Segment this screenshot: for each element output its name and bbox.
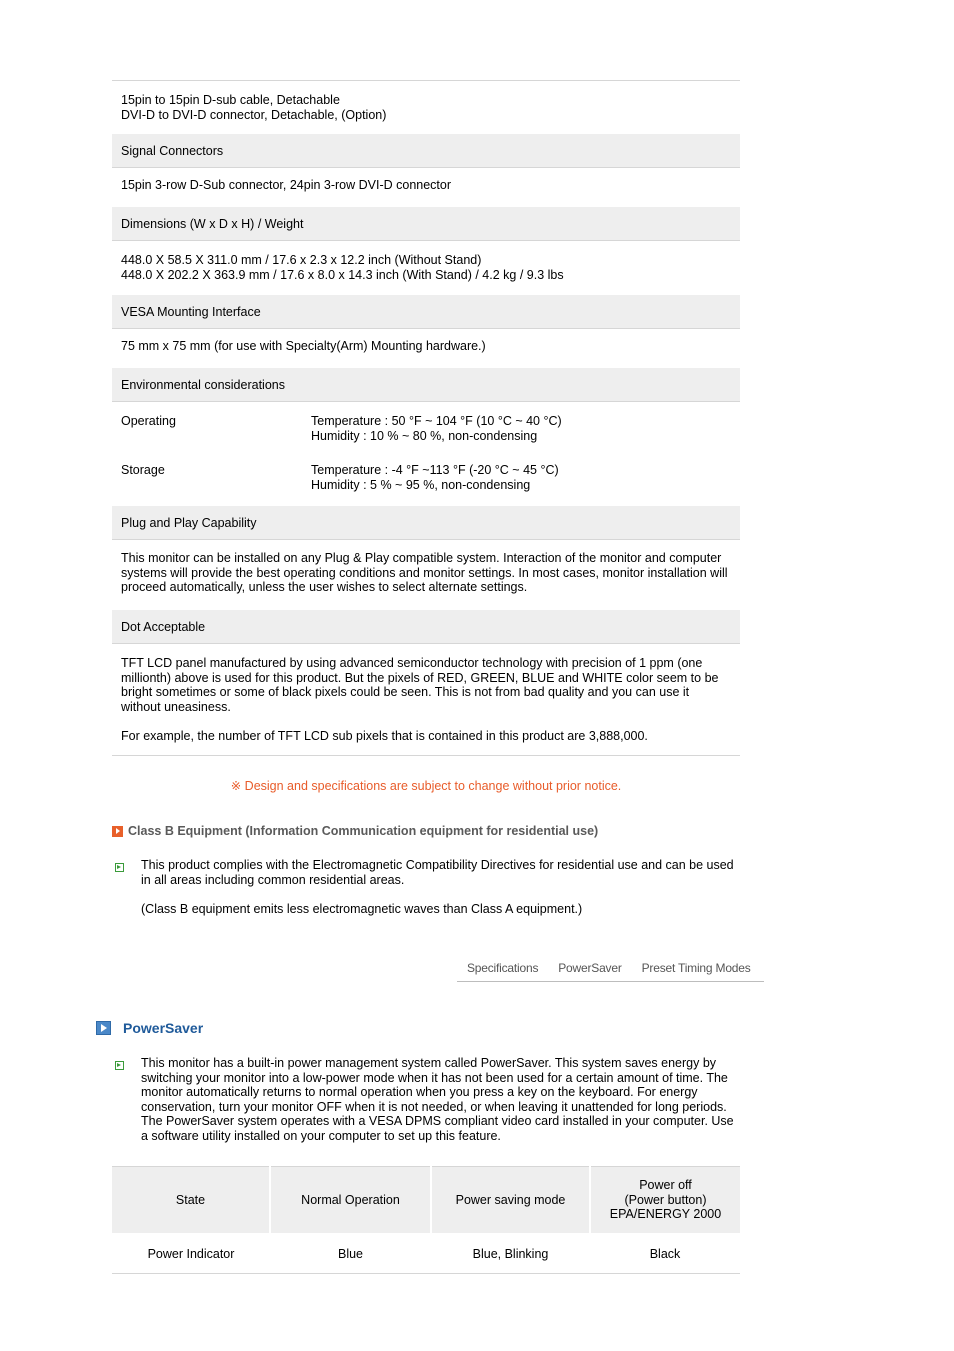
class-b-text [115, 858, 740, 916]
signal-connectors-value: 15pin 3-row D-Sub connector, 24pin 3-row DVI-D connector [121, 178, 452, 192]
operating-humidity: Humidity : 10 % ~ 80 %, non-condensing [311, 428, 538, 443]
vesa-header [112, 292, 740, 329]
class-b-heading [112, 824, 598, 838]
header-power-off [590, 1167, 740, 1235]
operating-row [121, 414, 731, 443]
table-row [112, 1234, 740, 1274]
pnp-header [112, 503, 740, 540]
signal-connectors-row [112, 168, 740, 204]
dot-paragraph-1: TFT LCD panel manufactured by using advanced semiconductor technology with precision of 1 ppm (one millionth) above is used for this product. But the pixels of RED, GREEN, BLUE and WHITE color seem to be bright sometimes or some of black pixels could be seen. This is not from bad quality and you can use it without uneasiness. [121, 656, 719, 714]
dot-label: Dot Acceptable [121, 620, 206, 634]
specifications-table [112, 80, 740, 756]
bullet-icon [115, 863, 124, 872]
dimensions-row [112, 241, 740, 292]
tab-preset-timing-modes[interactable]: Preset Timing Modes [641, 961, 751, 975]
change-notice: ※ Design and specifications are subject to change without prior notice. [230, 779, 622, 793]
powersaver-paragraph: This monitor has a built-in power management system called PowerSaver. This system saves energy by switching your monitor into a low-power mode when it has not been used for a certain amount of time. The monitor automatically returns to normal operation when you press a key on the keyboard. For energy conservation, turn your monitor OFF when it is not needed, or when leaving it unattended for long periods. The PowerSaver system operates with a VESA DPMS compliant video card installed in your computer. Use a software utility installed on your computer to set up this feature. [141, 1056, 734, 1143]
vesa-value: 75 mm x 75 mm (for use with Specialty(Arm) Mounting hardware.) [121, 339, 486, 353]
pnp-label: Plug and Play Capability [121, 516, 257, 530]
header-power-off-line-2: (Power button) [624, 1192, 707, 1207]
dimensions-header [112, 204, 740, 241]
cable-row [112, 80, 740, 131]
operating-temperature: Temperature : 50 °F ~ 104 °F (10 °C ~ 40 °C) [311, 414, 562, 428]
signal-connectors-label: Signal Connectors [121, 144, 224, 158]
cable-line-1: 15pin to 15pin D-sub cable, Detachable [121, 93, 340, 107]
dimensions-line-2: 448.0 X 202.2 X 363.9 mm / 17.6 x 8.0 x 14.3 inch (With Stand) / 4.2 kg / 9.3 lbs [121, 267, 564, 282]
header-state: State [112, 1167, 270, 1235]
header-normal-operation: Normal Operation [270, 1167, 431, 1235]
dot-paragraph-2: For example, the number of TFT LCD sub pixels that is contained in this product are 3,888,000. [121, 728, 648, 743]
vesa-row [112, 329, 740, 365]
pnp-value: This monitor can be installed on any Plug & Play compatible system. Interaction of the monitor and computer systems will provide the best operating conditions and monitor settings. In most cases, monitor installation will proceed automatically, unless the user wishes to select alternate settings. [121, 551, 728, 595]
dot-header [112, 607, 740, 644]
header-power-off-line-1: Power off [639, 1178, 692, 1193]
class-b-paragraph-1: This product complies with the Electromagnetic Compatibility Directives for residential use and can be used in all areas including common residential areas. [141, 858, 734, 887]
cell-blue-blinking: Blue, Blinking [431, 1234, 590, 1274]
vesa-label: VESA Mounting Interface [121, 305, 261, 319]
tab-powersaver[interactable]: PowerSaver [558, 961, 622, 975]
storage-humidity: Humidity : 5 % ~ 95 %, non-condensing [311, 477, 531, 492]
bullet-icon [115, 1061, 124, 1070]
cell-blue: Blue [270, 1234, 431, 1274]
header-power-saving-mode: Power saving mode [431, 1167, 590, 1235]
dimensions-label: Dimensions (W x D x H) / Weight [121, 217, 304, 231]
powersaver-table [112, 1166, 740, 1274]
signal-connectors-header [112, 131, 740, 168]
tab-specifications[interactable]: Specifications [467, 961, 539, 975]
environmental-label: Environmental considerations [121, 378, 285, 392]
class-b-heading-text: Class B Equipment (Information Communication equipment for residential use) [128, 824, 599, 838]
play-icon [96, 1021, 111, 1035]
storage-label: Storage [121, 463, 165, 478]
class-b-paragraph-2: (Class B equipment emits less electromagnetic waves than Class A equipment.) [141, 901, 583, 916]
storage-row [121, 463, 731, 492]
environmental-row [112, 402, 740, 503]
cable-line-2: DVI-D to DVI-D connector, Detachable, (Option) [121, 107, 387, 122]
section-tabs [457, 958, 764, 982]
operating-label: Operating [121, 414, 176, 428]
cell-power-indicator: Power Indicator [112, 1234, 270, 1274]
dot-row [112, 644, 740, 756]
header-power-off-line-3: EPA/ENERGY 2000 [609, 1207, 722, 1222]
pnp-row [112, 540, 740, 607]
storage-temperature: Temperature : -4 °F ~113 °F (-20 °C ~ 45 °C) [311, 463, 559, 478]
dimensions-line-1: 448.0 X 58.5 X 311.0 mm / 17.6 x 2.3 x 12.2 inch (Without Stand) [121, 253, 482, 267]
powersaver-heading [96, 1020, 203, 1036]
cell-black: Black [590, 1234, 740, 1274]
powersaver-title: PowerSaver [123, 1020, 204, 1036]
powersaver-text [115, 1056, 740, 1144]
arrow-icon [112, 826, 123, 837]
powersaver-table-header [112, 1167, 740, 1235]
environmental-header [112, 365, 740, 402]
